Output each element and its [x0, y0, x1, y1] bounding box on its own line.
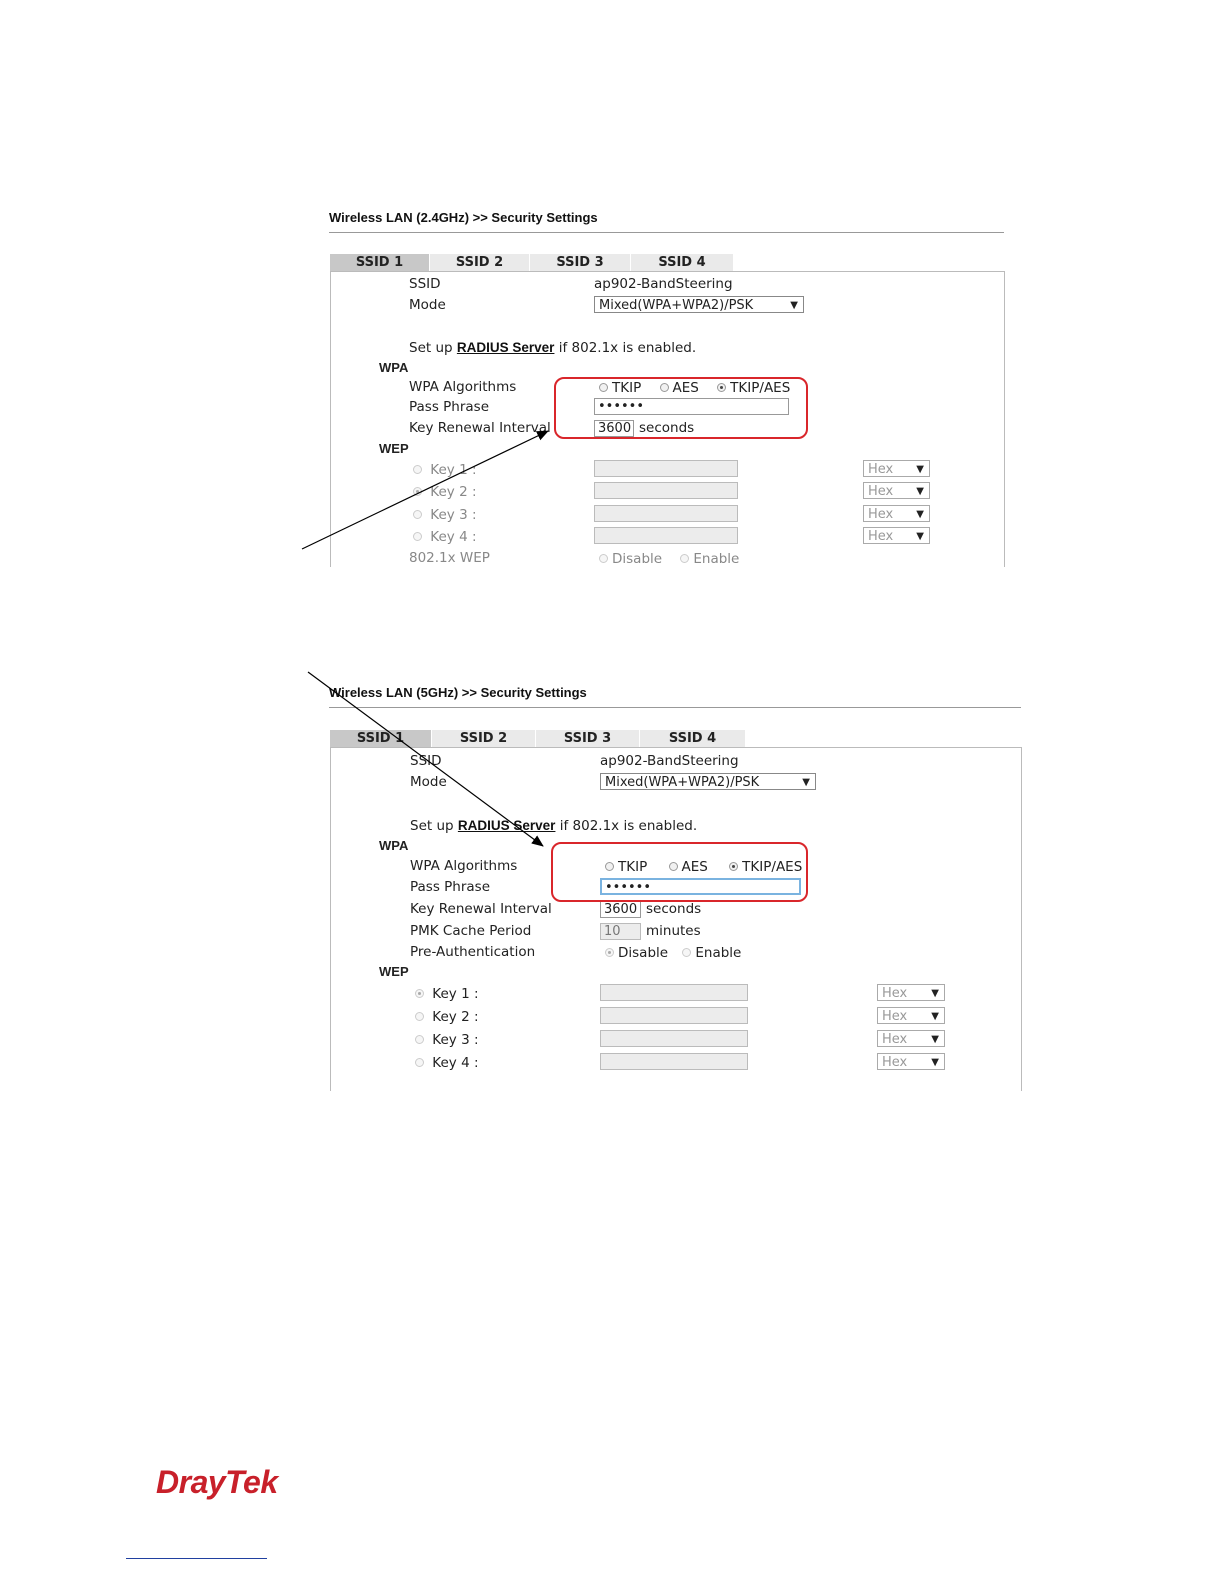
wep-key-4-format[interactable]: Hex ▼	[863, 527, 930, 544]
wep-8021x-enable[interactable]: Enable	[680, 551, 739, 567]
chevron-down-icon: ▼	[931, 1034, 939, 1045]
wep-key-3-option[interactable]: Key 3 :	[415, 1031, 479, 1049]
radius-prefix: Set up	[410, 818, 458, 834]
wep-key-1-option[interactable]: Key 1 :	[413, 461, 477, 479]
chevron-down-icon: ▼	[916, 509, 924, 520]
seconds-unit: seconds	[639, 420, 695, 436]
chevron-down-icon: ▼	[931, 988, 939, 999]
page-title: Wireless LAN (2.4GHz) >> Security Settings	[329, 210, 598, 225]
algorithm-tkip-aes[interactable]: TKIP/AES	[717, 380, 790, 396]
radius-suffix: if 802.1x is enabled.	[554, 340, 697, 356]
seconds-unit: seconds	[646, 901, 702, 917]
pmk-cache-input[interactable]: 10	[600, 923, 641, 940]
tab-ssid-4[interactable]: SSID 4	[631, 254, 734, 271]
chevron-down-icon: ▼	[931, 1057, 939, 1068]
wep-key-1-format[interactable]: Hex ▼	[863, 460, 930, 477]
tab-ssid-1[interactable]: SSID 1	[330, 254, 430, 271]
arrow-to-5ghz-settings	[308, 672, 543, 846]
wep-key-1-format[interactable]: Hex ▼	[877, 984, 945, 1001]
chevron-down-icon: ▼	[802, 777, 810, 788]
key-renewal-input[interactable]: 3600	[594, 420, 634, 437]
tab-ssid-2[interactable]: SSID 2	[432, 730, 536, 747]
pmk-cache-label: PMK Cache Period	[410, 923, 532, 939]
key-renewal-label: Key Renewal Interval	[409, 420, 551, 436]
chevron-down-icon: ▼	[790, 300, 798, 311]
algorithm-aes[interactable]: AES	[669, 859, 708, 875]
ssid-label: SSID	[409, 276, 441, 292]
chevron-down-icon: ▼	[916, 464, 924, 475]
wep-key-4-option[interactable]: Key 4 :	[415, 1054, 479, 1072]
wep-key-3-format[interactable]: Hex ▼	[863, 505, 930, 522]
chevron-down-icon: ▼	[916, 531, 924, 542]
wep-key-2-format[interactable]: Hex ▼	[877, 1007, 945, 1024]
wep-section-heading: WEP	[379, 441, 409, 456]
tab-ssid-3[interactable]: SSID 3	[530, 254, 631, 271]
chevron-down-icon: ▼	[931, 1011, 939, 1022]
tab-ssid-1[interactable]: SSID 1	[330, 730, 432, 747]
pass-phrase-label: Pass Phrase	[409, 399, 490, 415]
tab-ssid-4[interactable]: SSID 4	[640, 730, 746, 747]
pre-authentication-label: Pre-Authentication	[410, 944, 536, 960]
wpa-section-heading: WPA	[379, 838, 409, 853]
algorithm-tkip-aes[interactable]: TKIP/AES	[729, 859, 802, 875]
chevron-down-icon: ▼	[916, 486, 924, 497]
radius-server-link[interactable]: RADIUS Server	[456, 340, 555, 355]
draytek-logo: DrayTek	[156, 1464, 278, 1500]
ssid-value: ap902-BandSteering	[594, 276, 733, 292]
wep-key-3-option[interactable]: Key 3 :	[413, 506, 477, 524]
arrow-to-24ghz-settings	[302, 431, 548, 549]
ssid-value: ap902-BandSteering	[600, 753, 739, 769]
footer-divider	[126, 1558, 267, 1559]
wep-key-2-option[interactable]: Key 2 :	[413, 483, 477, 501]
wep-section-heading: WEP	[379, 964, 409, 979]
wpa-algorithms-label: WPA Algorithms	[410, 858, 518, 874]
radius-suffix: if 802.1x is enabled.	[555, 818, 698, 834]
pass-phrase-input[interactable]: ••••••	[600, 878, 801, 895]
ssid-label: SSID	[410, 753, 442, 769]
wep-key-2-format[interactable]: Hex ▼	[863, 482, 930, 499]
pre-auth-disable[interactable]: Disable	[605, 945, 668, 961]
key-renewal-input[interactable]: 3600	[600, 901, 641, 918]
mode-label: Mode	[409, 297, 446, 313]
mode-label: Mode	[410, 774, 447, 790]
mode-select-value: Mixed(WPA+WPA2)/PSK	[605, 775, 760, 790]
pre-auth-enable[interactable]: Enable	[682, 945, 741, 961]
wep-8021x-label: 802.1x WEP	[409, 550, 490, 566]
wpa-algorithms-label: WPA Algorithms	[409, 379, 517, 395]
wep-key-4-option[interactable]: Key 4 :	[413, 528, 477, 546]
tab-ssid-2[interactable]: SSID 2	[430, 254, 530, 271]
algorithm-tkip[interactable]: TKIP	[599, 380, 641, 396]
pass-phrase-input[interactable]: ••••••	[594, 398, 789, 415]
wep-key-3-format[interactable]: Hex ▼	[877, 1030, 945, 1047]
algorithm-tkip[interactable]: TKIP	[605, 859, 647, 875]
wep-key-1-option[interactable]: Key 1 :	[415, 985, 479, 1003]
wep-key-4-format[interactable]: Hex ▼	[877, 1053, 945, 1070]
pass-phrase-label: Pass Phrase	[410, 879, 491, 895]
mode-select-value: Mixed(WPA+WPA2)/PSK	[599, 298, 754, 313]
tab-ssid-3[interactable]: SSID 3	[536, 730, 640, 747]
page-title: Wireless LAN (5GHz) >> Security Settings	[329, 685, 587, 700]
radius-prefix: Set up	[409, 340, 457, 356]
wep-key-2-option[interactable]: Key 2 :	[415, 1008, 479, 1026]
wep-8021x-disable[interactable]: Disable	[599, 551, 662, 567]
wpa-section-heading: WPA	[379, 360, 409, 375]
radius-server-link[interactable]: RADIUS Server	[457, 818, 556, 833]
key-renewal-label: Key Renewal Interval	[410, 901, 552, 917]
algorithm-aes[interactable]: AES	[660, 380, 699, 396]
minutes-unit: minutes	[646, 923, 701, 939]
